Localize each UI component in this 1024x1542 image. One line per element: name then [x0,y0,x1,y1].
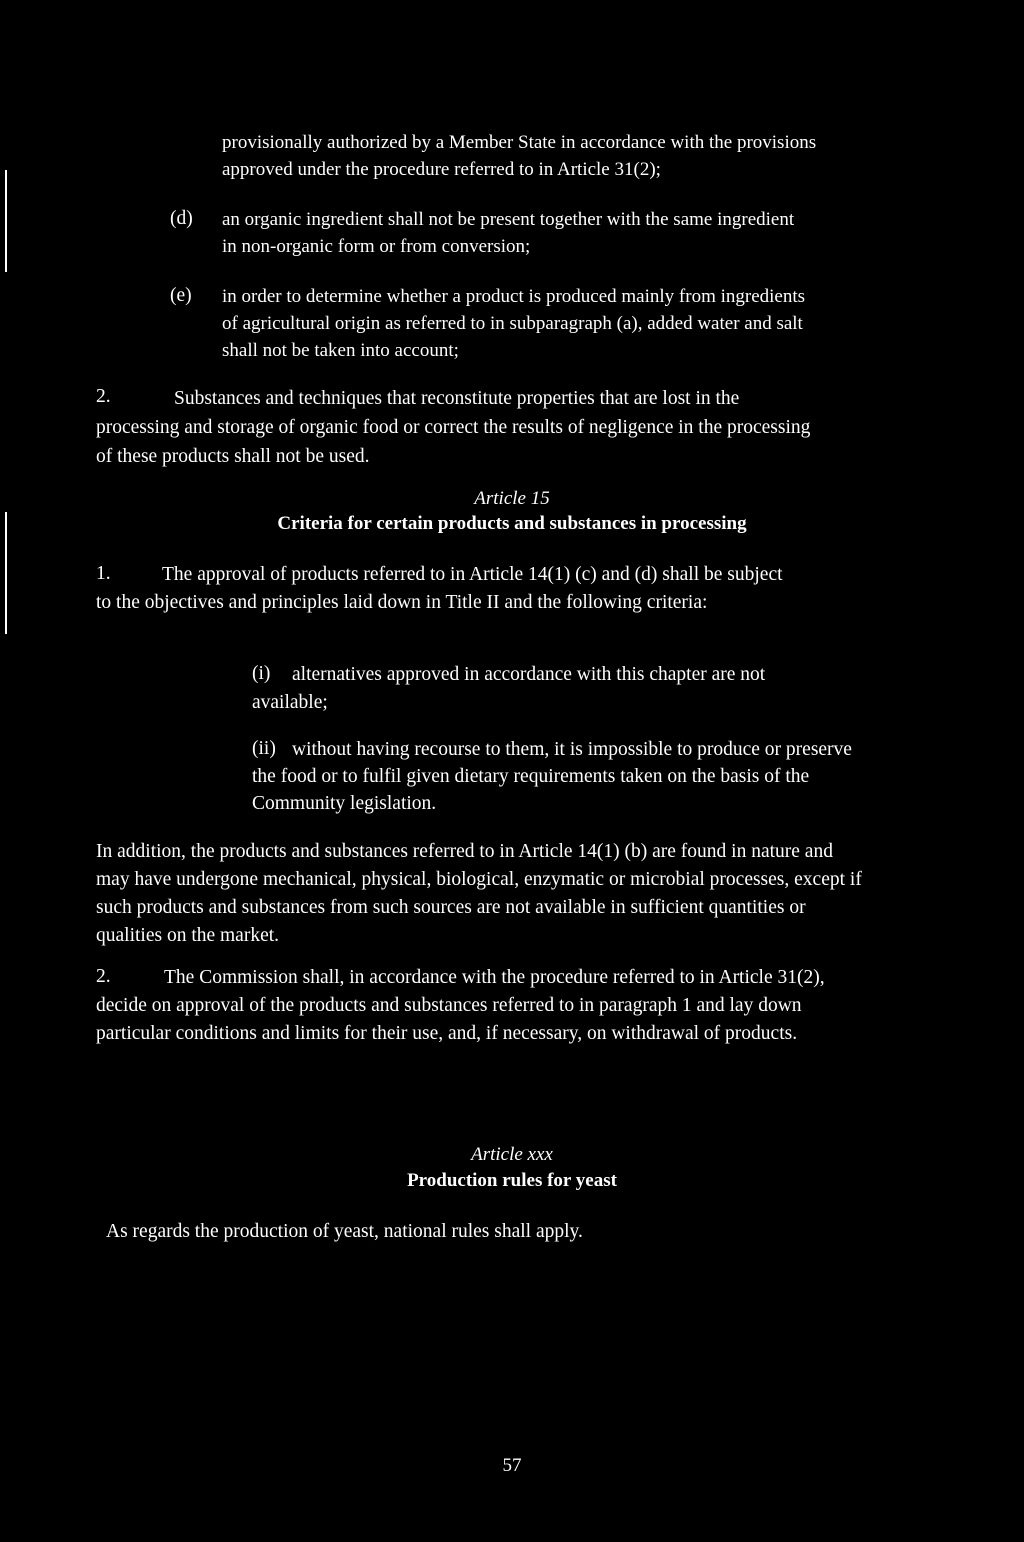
subitem-label: (i) [252,663,271,684]
paragraph-number: 2. [96,966,111,987]
item-text: an organic ingredient shall not be present together with the same ingredient in non-organic form or from conversion; [222,209,795,257]
subitem-text [252,736,858,817]
page-number: 57 [502,1455,522,1476]
paragraph-text: The Commission shall, in accordance with the procedure referred to in Article 31(2), decide on approval of the products and substances referred to in paragraph 1 and lay down particular conditions and limits for their use, and, if necessary, on withdrawal of products. [96,967,825,1044]
article-number: Article xxx [471,1144,553,1165]
item-label: (d) [170,208,193,229]
paragraph-number: 1. [96,563,111,584]
paragraph [96,384,816,471]
paragraph-number: 2. [96,386,111,407]
paragraph [96,964,856,1048]
paragraph [96,561,796,617]
item-text: in order to determine whether a product is produced mainly from ingredients of agricultural origin as referred to in subparagraph (a), added water and salt shall not be taken into account; [222,286,806,361]
subitem-text [252,661,832,717]
subitem-content: alternatives approved in accordance with this chapter are not available; [252,664,766,713]
article-number: Article 15 [474,488,550,509]
addition-paragraph: In addition, the products and substances referred to in Article 14(1) (b) are found in nature and may have undergone mechanical, physical, biological, enzymatic or microbial processes, except if such products and substances from such sources are not available in sufficient quantities or qualities on the market. [96,841,862,946]
change-bar [5,170,7,272]
paragraph-text: Substances and techniques that reconstitute properties that are lost in the processing and storage of organic food or correct the results of negligence in the processing of these products shall not be used. [96,388,811,467]
continuation-paragraph: provisionally authorized by a Member State in accordance with the provisions approved under the procedure referred to in Article 31(2); [222,132,817,180]
subitem-content: without having recourse to them, it is impossible to produce or preserve the food or to fulfil given dietary requirements taken on the basis of the Community legislation. [252,739,852,814]
paragraph-text: The approval of products referred to in Article 14(1) (c) and (d) shall be subject to the objectives and principles laid down in Title II and the following criteria: [96,564,783,613]
article-text: As regards the production of yeast, national rules shall apply. [106,1221,583,1242]
item-label: (e) [170,285,192,306]
article-title: Criteria for certain products and substances in processing [277,513,747,534]
article-title: Production rules for yeast [407,1170,617,1191]
subitem-label: (ii) [252,738,276,759]
